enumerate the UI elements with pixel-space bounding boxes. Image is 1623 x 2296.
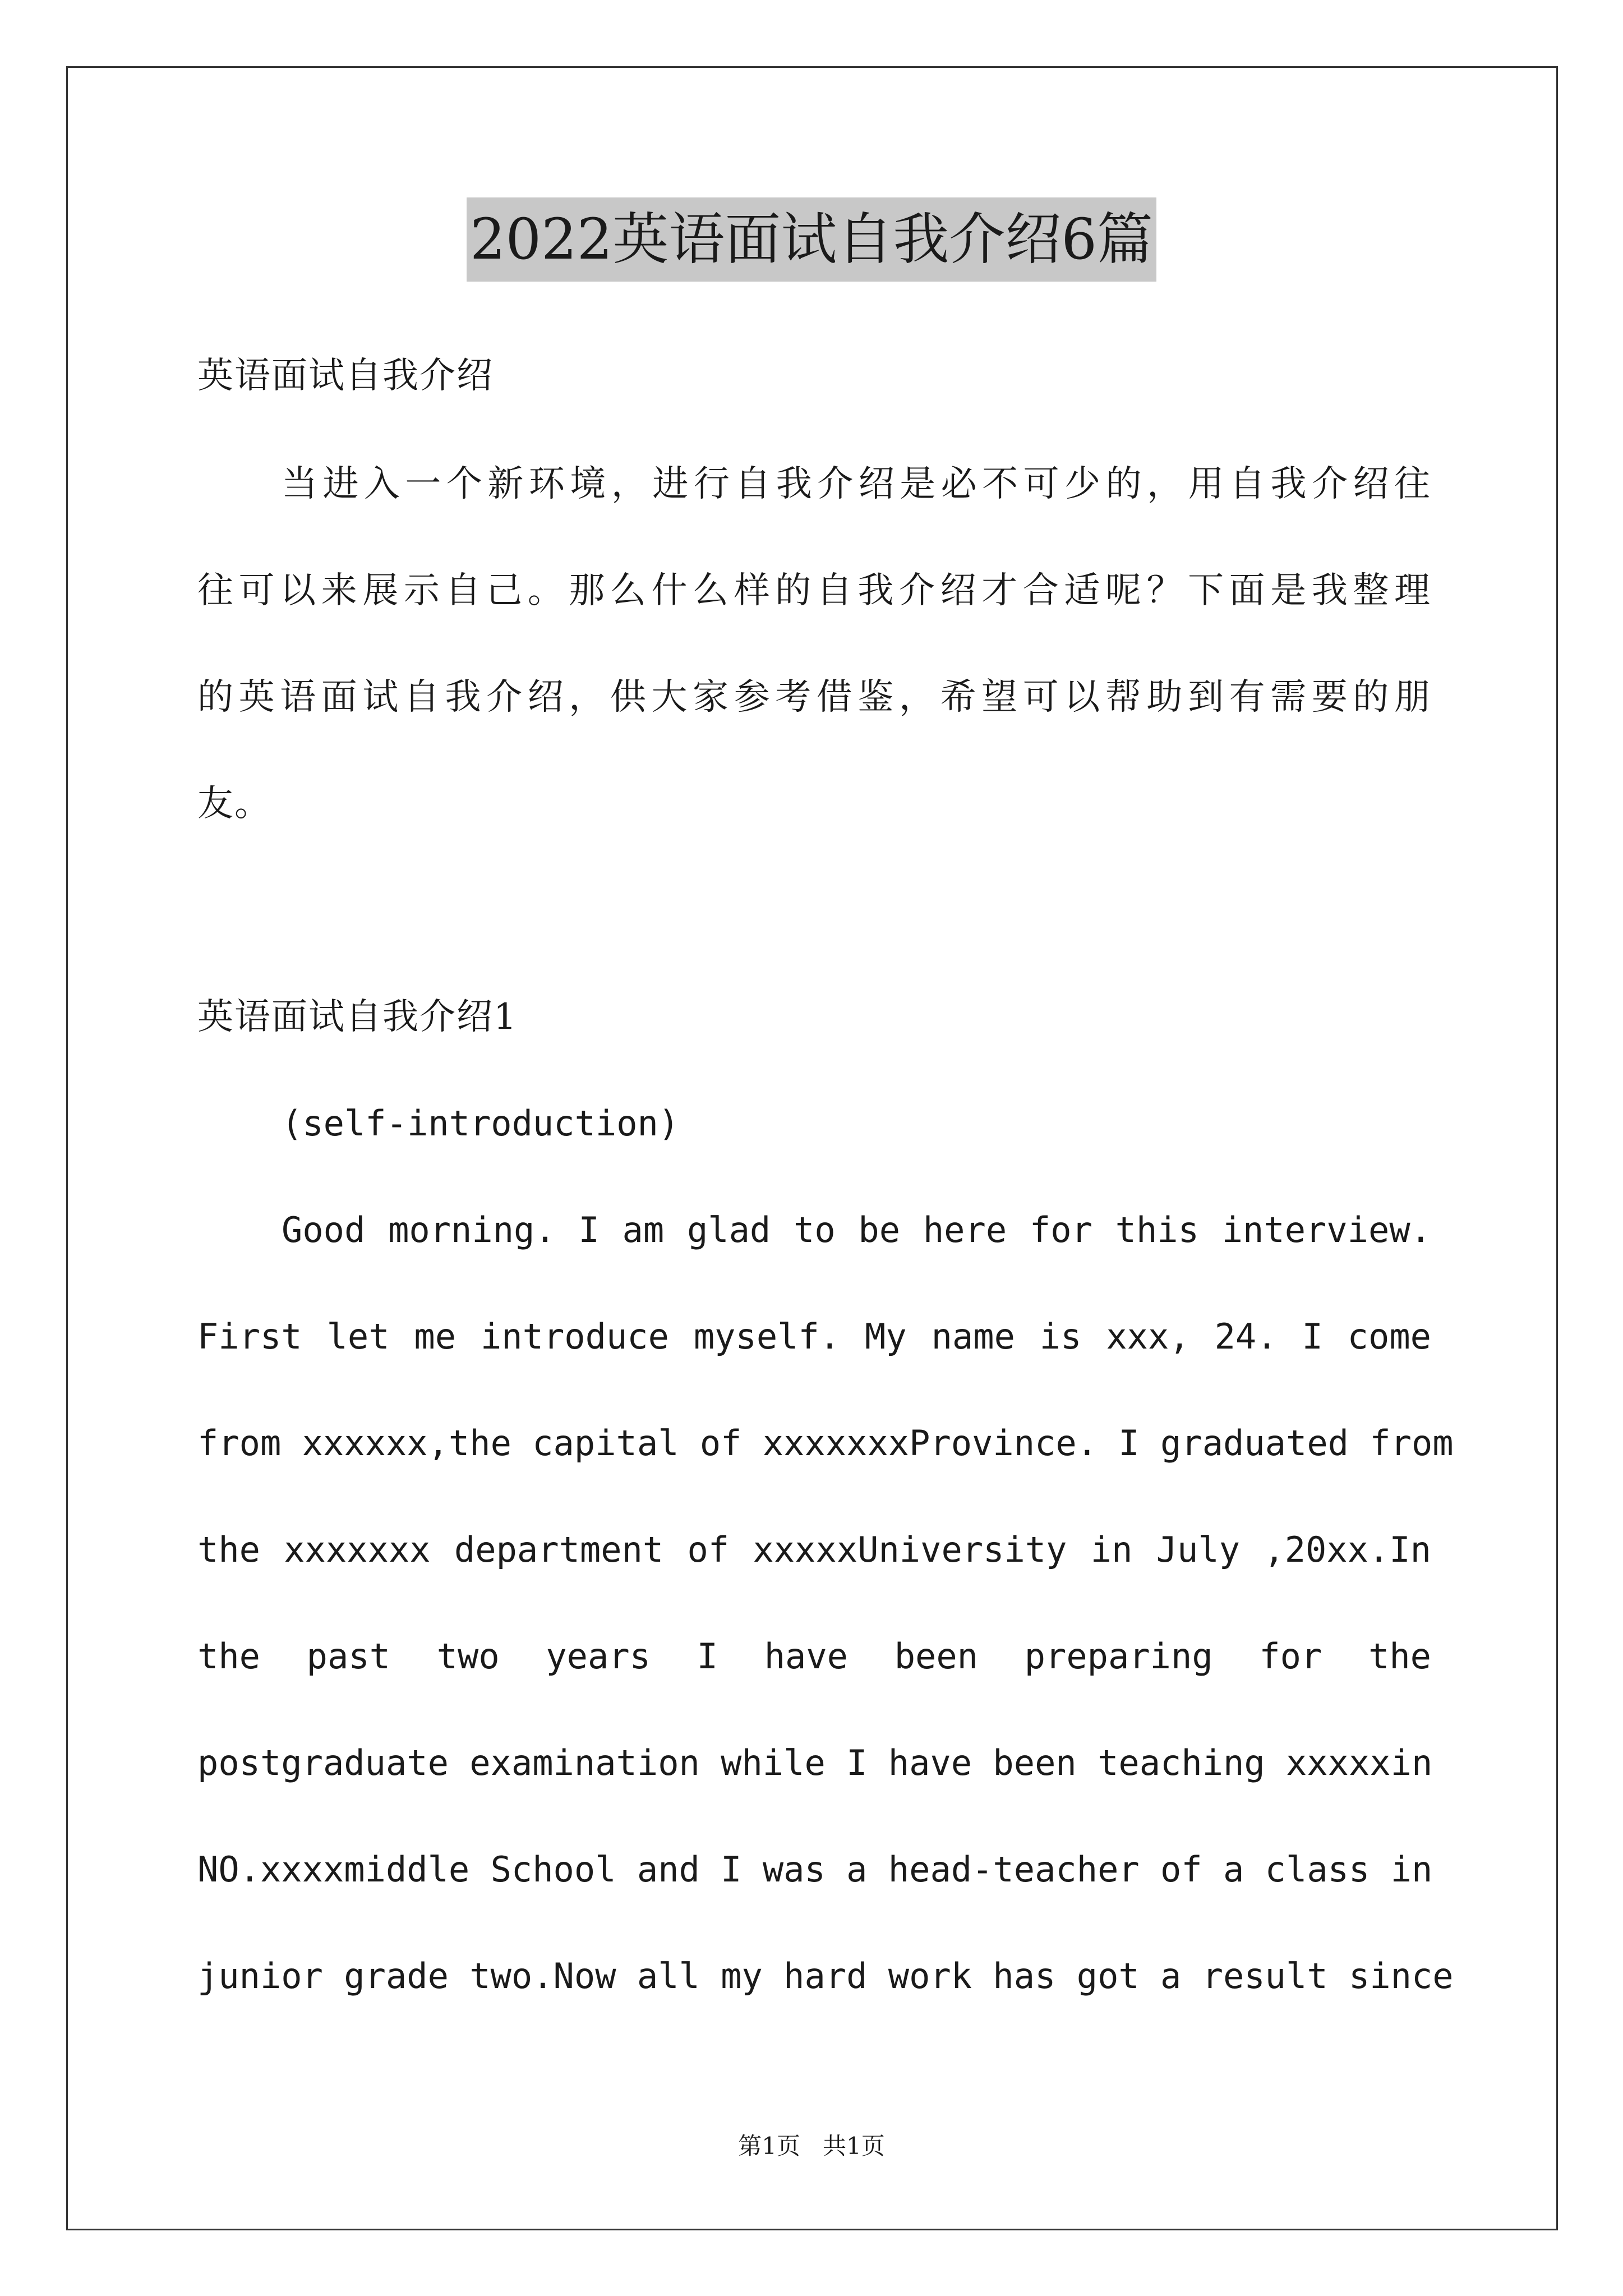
- body-line: Good morning. I am glad to be here for this interview.: [282, 1209, 1431, 1250]
- body-line: the xxxxxxx department of xxxxxUniversity in July ,20xx.In: [197, 1529, 1431, 1570]
- body-line: from xxxxxx,the capital of xxxxxxxProvince. I graduated from: [197, 1423, 1454, 1464]
- body-line: the past two years I have been preparing for the: [197, 1636, 1431, 1677]
- page-total: 共1页: [823, 2132, 885, 2160]
- page-number: 第1页: [738, 2132, 800, 2160]
- intro-line: 当进入一个新环境，进行自我介绍是必不可少的，用自我介绍往: [282, 463, 1431, 505]
- section1-heading: 英语面试自我介绍1: [197, 996, 518, 1038]
- body-line: junior grade two.Now all my hard work has got a result since: [197, 1955, 1454, 1996]
- body-line: First let me introduce myself. My name is xxx, 24. I come: [197, 1316, 1431, 1357]
- section1-subheading: (self-introduction): [282, 1103, 680, 1144]
- intro-line: 友。: [197, 783, 271, 825]
- body-line: NO.xxxxmiddle School and I was a head-teacher of a class in: [197, 1849, 1433, 1890]
- title-container: [0, 197, 1623, 282]
- body-line: postgraduate examination while I have been teaching xxxxxin: [197, 1742, 1433, 1783]
- document-title: 2022英语面试自我介绍6篇: [467, 197, 1156, 282]
- intro-line: 往可以来展示自己。那么什么样的自我介绍才合适呢？下面是我整理: [197, 570, 1431, 611]
- intro-heading: 英语面试自我介绍: [197, 355, 494, 397]
- intro-line: 的英语面试自我介绍，供大家参考借鉴，希望可以帮助到有需要的朋: [197, 677, 1431, 718]
- page-footer: [0, 2131, 1623, 2162]
